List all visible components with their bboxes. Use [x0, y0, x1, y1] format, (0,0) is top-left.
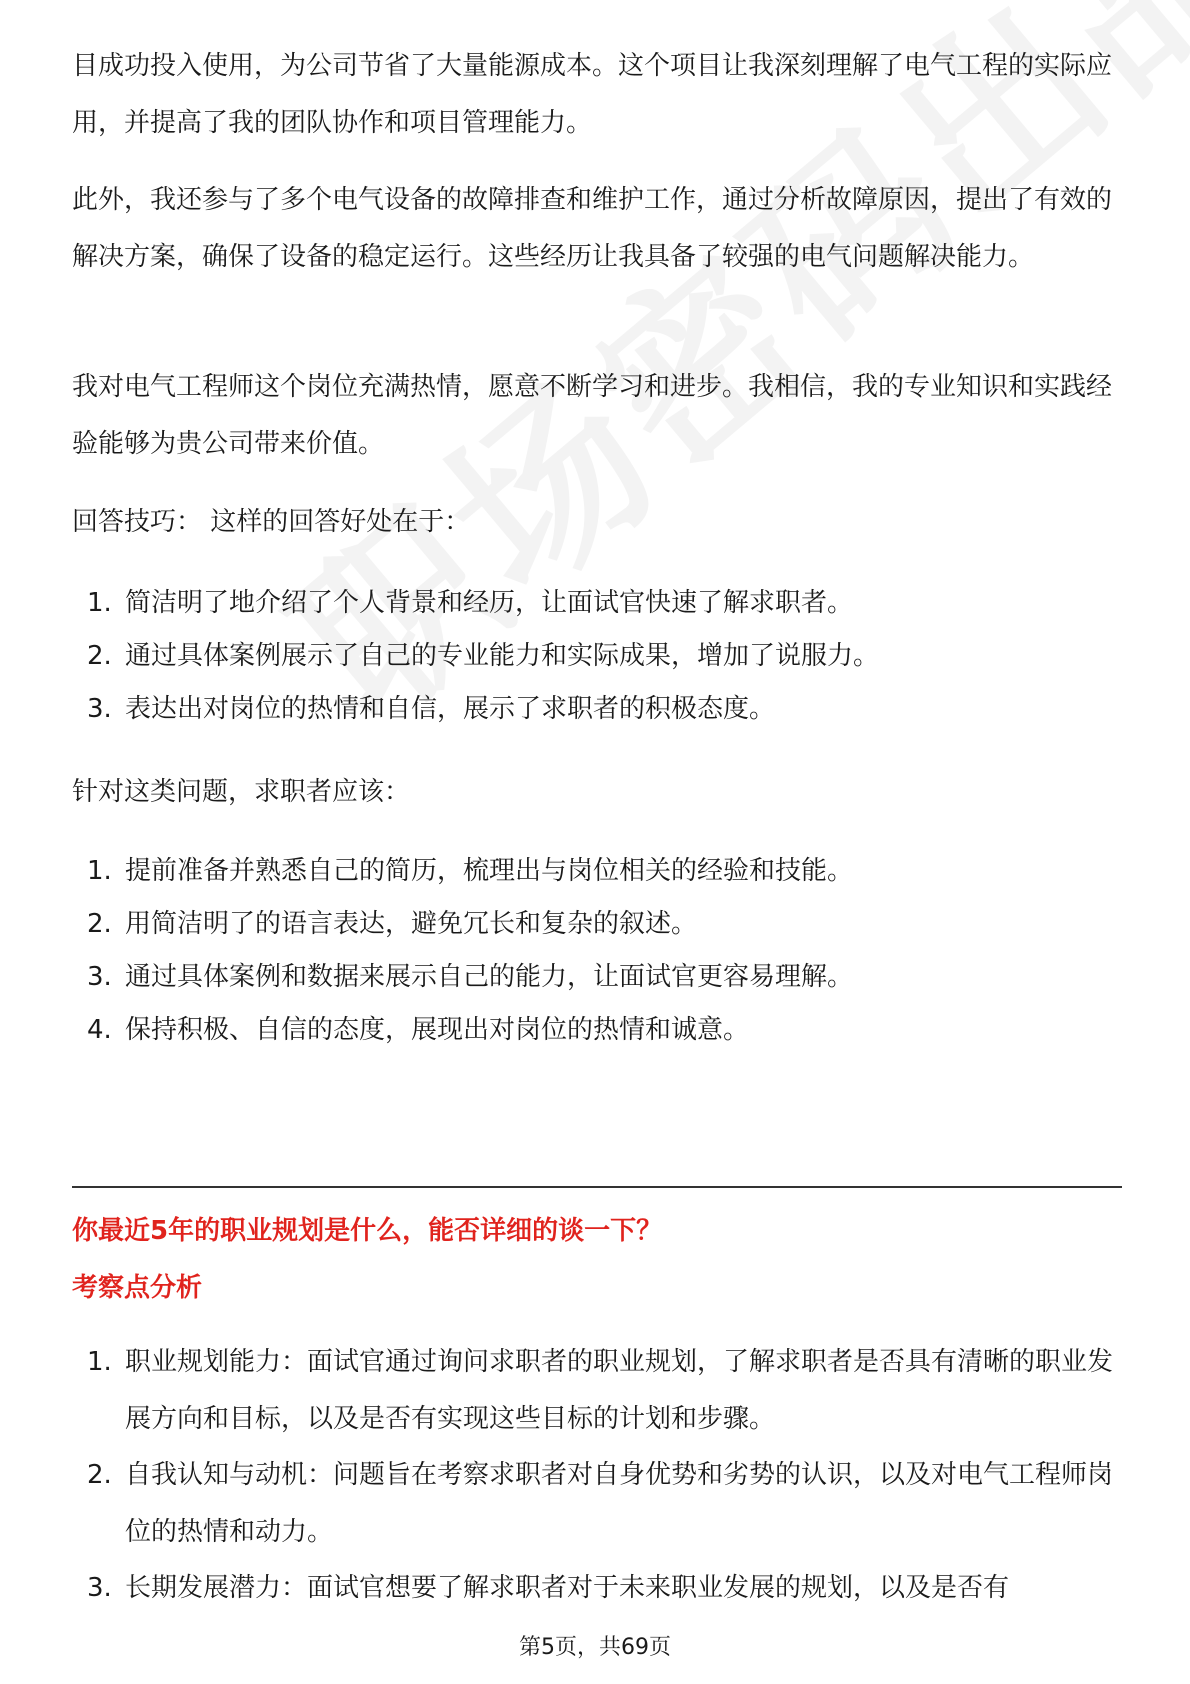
- list-item: [72, 681, 1122, 738]
- list-item: [72, 628, 1122, 685]
- intro-paragraph: 我对电气工程师这个岗位充满热情，愿意不断学习和进步。我相信，我的专业知识和实践经验能够为贵公司带来价值。: [72, 372, 1113, 459]
- list-number: 1.: [87, 1347, 112, 1377]
- list-item: [72, 843, 1122, 900]
- list-number: 2.: [87, 641, 112, 671]
- advice-heading: 针对这类问题，求职者应该：: [72, 777, 411, 807]
- list-number: 4.: [87, 1015, 112, 1045]
- intro-paragraph: 目成功投入使用，为公司节省了大量能源成本。这个项目让我深刻理解了电气工程的实际应用，并提高了我的团队协作和项目管理能力。: [72, 51, 1113, 138]
- list-number: 3.: [87, 1573, 112, 1603]
- list-item: [72, 1560, 1122, 1617]
- list-number: 3.: [87, 962, 112, 992]
- list-item: [72, 949, 1122, 1006]
- list-number: 2.: [87, 1460, 112, 1490]
- question-title: 你最近5年的职业规划是什么，能否详细的谈一下？: [72, 1216, 663, 1246]
- list-number: 3.: [87, 694, 112, 724]
- list-text: 用简洁明了的语言表达，避免冗长和复杂的叙述。: [125, 909, 698, 939]
- list-item: [72, 1334, 1122, 1448]
- list-number: 1.: [87, 856, 112, 886]
- list-text: 表达出对岗位的热情和自信，展示了求职者的积极态度。: [125, 694, 776, 724]
- list-item: [72, 1002, 1122, 1059]
- list-number: 1.: [87, 588, 112, 618]
- list-text: 自我认知与动机：问题旨在考察求职者对自身优势和劣势的认识，以及对电气工程师岗位的热情和动力。: [125, 1460, 1114, 1547]
- list-item: [72, 575, 1122, 632]
- list-text: 保持积极、自信的态度，展现出对岗位的热情和诚意。: [125, 1015, 750, 1045]
- list-item: [72, 896, 1122, 953]
- intro-paragraph: 此外，我还参与了多个电气设备的故障排查和维护工作，通过分析故障原因，提出了有效的解决方案，确保了设备的稳定运行。这些经历让我具备了较强的电气问题解决能力。: [72, 185, 1113, 272]
- list-text: 通过具体案例展示了自己的专业能力和实际成果，增加了说服力。: [125, 641, 880, 671]
- analysis-heading: 考察点分析: [72, 1273, 203, 1303]
- list-number: 2.: [87, 909, 112, 939]
- list-text: 提前准备并熟悉自己的简历，梳理出与岗位相关的经验和技能。: [125, 856, 854, 886]
- section-divider: [72, 1186, 1122, 1188]
- page-number: 第5页，共69页: [519, 1635, 671, 1660]
- list-item: [72, 1447, 1122, 1561]
- tips-heading: 回答技巧： 这样的回答好处在于：: [72, 507, 471, 537]
- list-text: 通过具体案例和数据来展示自己的能力，让面试官更容易理解。: [125, 962, 854, 992]
- list-text: 简洁明了地介绍了个人背景和经历，让面试官快速了解求职者。: [125, 588, 854, 618]
- list-text: 职业规划能力：面试官通过询问求职者的职业规划，了解求职者是否具有清晰的职业发展方向和目标，以及是否有实现这些目标的计划和步骤。: [125, 1347, 1114, 1434]
- list-text: 长期发展潜力：面试官想要了解求职者对于未来职业发展的规划，以及是否有: [125, 1573, 1010, 1603]
